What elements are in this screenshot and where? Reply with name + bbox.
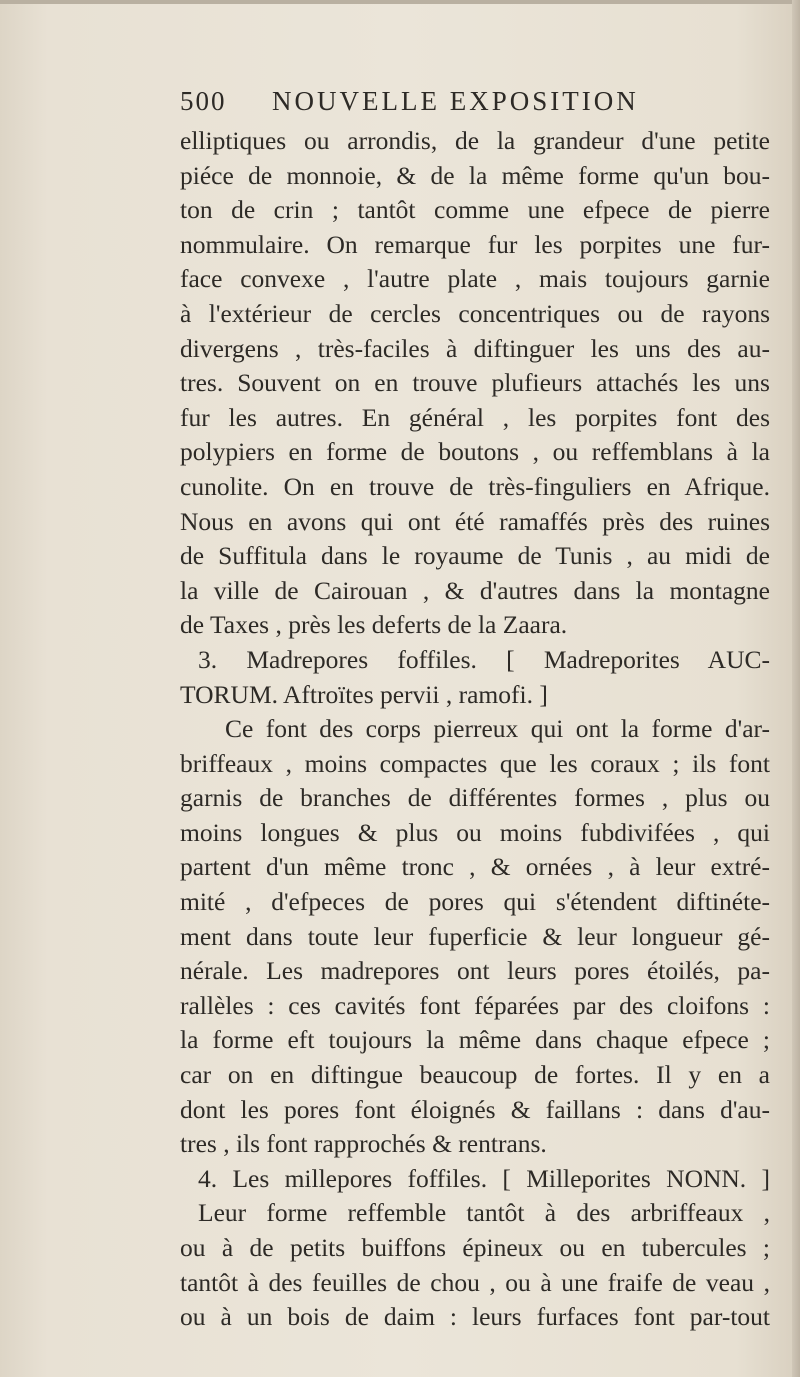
section-heading: 3. Madrepores foffiles. [ Madreporites AUC- bbox=[198, 644, 770, 674]
text-line: briffeaux , moins compactes que les coraux ; ils font bbox=[180, 748, 770, 778]
page-header bbox=[180, 86, 740, 126]
text-line: ton de crin ; tantôt comme une efpece de pierre bbox=[180, 195, 770, 225]
text-line: Ce font des corps pierreux qui ont la forme d'ar- bbox=[225, 714, 770, 744]
page-number: 500 bbox=[180, 86, 227, 116]
text-line: tres. Souvent on en trouve plufieurs attachés les uns bbox=[180, 368, 770, 398]
text-line: à l'extérieur de cercles concentriques ou de rayons bbox=[180, 298, 770, 328]
text-line: tantôt à des feuilles de chou , ou à une fraife de veau , bbox=[180, 1267, 770, 1297]
text-line: elliptiques ou arrondis, de la grandeur d'une petite bbox=[180, 126, 770, 155]
text-line: la forme eft toujours la même dans chaque efpece ; bbox=[180, 1025, 770, 1055]
text-line: partent d'un même tronc , & ornées , à leur extré- bbox=[180, 852, 770, 882]
text-line: car on en diftingue beaucoup de fortes. Il y en a bbox=[180, 1060, 770, 1090]
text-line: moins longues & plus ou moins fubdivifées , qui bbox=[180, 817, 770, 847]
text-line: polypiers en forme de boutons , ou reffemblans à la bbox=[180, 437, 770, 467]
text-line: face convexe , l'autre plate , mais toujours garnie bbox=[180, 264, 770, 294]
section-heading: 4. Les millepores foffiles. [ Milleporites NONN. ] bbox=[198, 1163, 770, 1193]
text-line: fur les autres. En général , les porpites font des bbox=[180, 402, 770, 432]
text-line: piéce de monnoie, & de la même forme qu'un bou- bbox=[180, 160, 770, 190]
text-line: divergens , très-faciles à diftinguer les uns des au- bbox=[180, 333, 770, 363]
text-line: ment dans toute leur fuperficie & leur longueur gé- bbox=[180, 921, 770, 951]
text-line: tres , ils font rapprochés & rentrans. bbox=[180, 1129, 547, 1159]
text-line: mité , d'efpeces de pores qui s'étendent diftinéte- bbox=[180, 887, 770, 917]
page-right-edge bbox=[792, 0, 800, 1377]
text-line: rallèles : ces cavités font féparées par des cloifons : bbox=[180, 990, 770, 1020]
page-top-edge bbox=[0, 0, 800, 4]
text-line: la ville de Cairouan , & d'autres dans la montagne bbox=[180, 575, 770, 605]
text-line: nommulaire. On remarque fur les porpites une fur- bbox=[180, 229, 770, 259]
text-line: ou à un bois de daim : leurs furfaces font par-tout bbox=[180, 1302, 770, 1332]
text-line: nérale. Les madrepores ont leurs pores étoilés, pa- bbox=[180, 956, 770, 986]
text-line: de Suffitula dans le royaume de Tunis , au midi de bbox=[180, 541, 770, 571]
text-line: cunolite. On en trouve de très-finguliers en Afrique. bbox=[180, 471, 770, 501]
text-line: dont les pores font éloignés & faillans : dans d'au- bbox=[180, 1094, 770, 1124]
body-text bbox=[180, 124, 770, 1335]
text-line: TORUM. Aftroïtes pervii , ramofi. ] bbox=[180, 679, 548, 709]
text-line: ou à de petits buiffons épineux ou en tubercules ; bbox=[180, 1233, 770, 1262]
text-line: Leur forme reffemble tantôt à des arbriffeaux , bbox=[198, 1198, 770, 1228]
text-line: Nous en avons qui ont été ramaffés près des ruines bbox=[180, 506, 770, 536]
running-title: NOUVELLE EXPOSITION bbox=[272, 86, 639, 116]
text-line: garnis de branches de différentes formes , plus ou bbox=[180, 783, 770, 813]
text-line: de Taxes , près les deferts de la Zaara. bbox=[180, 610, 568, 640]
